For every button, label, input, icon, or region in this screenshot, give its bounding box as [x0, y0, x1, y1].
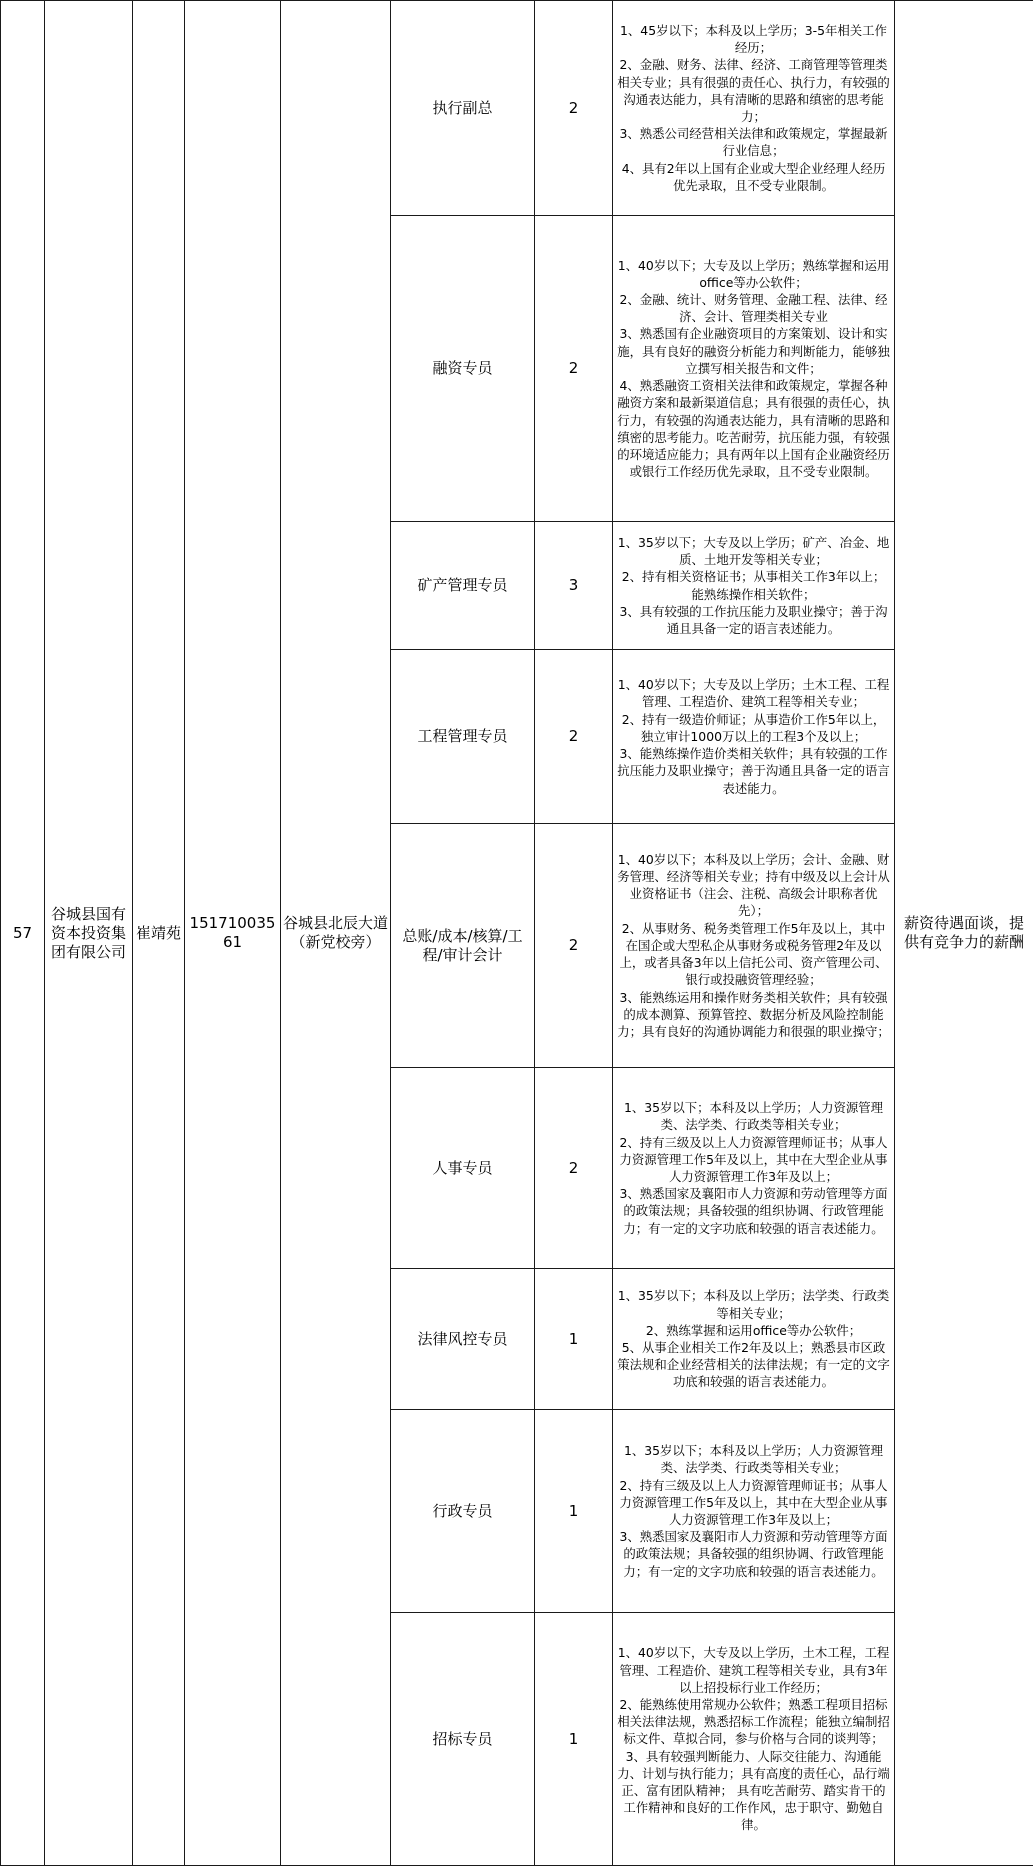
requirement-item: 3、熟悉国有企业融资项目的方案策划、设计和实施，具有良好的融资分析能力和判断能力，能够独立撰写相关报告和文件；	[616, 325, 891, 377]
position-count: 1	[535, 1269, 613, 1410]
requirement-item: 2、持有三级及以上人力资源管理师证书；从事人力资源管理工作5年及以上，其中在大型企业从事人力资源管理工作3年及以上；	[616, 1477, 891, 1529]
requirement-item: 1、40岁以下，大专及以上学历，土木工程，工程管理、工程造价、建筑工程等相关专业，具有3年以上招投标行业工作经历；	[616, 1644, 891, 1696]
requirement-item: 1、35岁以下；本科及以上学历；人力资源管理类、法学类、行政类等相关专业；	[616, 1099, 891, 1133]
requirement-item: 1、35岁以下；大专及以上学历；矿产、冶金、地质、土地开发等相关专业；	[616, 534, 891, 568]
requirement-item: 3、熟悉国家及襄阳市人力资源和劳动管理等方面的政策法规；具备较强的组织协调、行政管理能力；有一定的文字功底和较强的语言表述能力。	[616, 1185, 891, 1237]
position-row	[1, 1, 1033, 216]
requirement-item: 1、35岁以下；本科及以上学历；人力资源管理类、法学类、行政类等相关专业；	[616, 1442, 891, 1476]
requirement-item: 3、具有较强判断能力、人际交往能力、沟通能力、计划与执行能力；具有高度的责任心，品行端正、富有团队精神； 具有吃苦耐劳、踏实肯干的工作精神和良好的工作作风，忠于职守、勤勉自律。	[616, 1748, 891, 1834]
contact-phone: 15171003561	[185, 1, 281, 1866]
position-title: 执行副总	[391, 1, 535, 216]
requirement-item: 4、熟悉融资工资相关法律和政策规定，掌握各种融资方案和最新渠道信息；具有很强的责任心，执行力，有较强的沟通表达能力，具有清晰的思路和缜密的思考能力。吃苦耐劳，抗压能力强，有较强的环境适应能力；具有两年以上国有企业融资经历或银行工作经历优先录取，且不受专业限制。	[616, 377, 891, 480]
requirement-item: 2、持有相关资格证书；从事相关工作3年以上；能熟练操作相关软件；	[616, 568, 891, 602]
requirement-item: 2、从事财务、税务类管理工作5年及以上，其中在国企或大型私企从事财务或税务管理2年及以上，或者具备3年以上信托公司、资产管理公司、银行或投融资管理经验；	[616, 920, 891, 989]
requirement-item: 4、具有2年以上国有企业或大型企业经理人经历优先录取，且不受专业限制。	[616, 160, 891, 194]
requirement-item: 3、能熟练操作造价类相关软件；具有较强的工作抗压能力及职业操守；善于沟通且具备一定的语言表述能力。	[616, 745, 891, 797]
requirement-item: 3、熟悉公司经营相关法律和政策规定，掌握最新行业信息；	[616, 125, 891, 159]
position-title: 矿产管理专员	[391, 522, 535, 650]
requirement-item: 1、40岁以下；大专及以上学历；土木工程、工程管理、工程造价、建筑工程等相关专业；	[616, 676, 891, 710]
position-count: 3	[535, 522, 613, 650]
position-title: 融资专员	[391, 216, 535, 522]
position-count: 2	[535, 216, 613, 522]
position-requirements	[613, 1068, 895, 1269]
position-requirements	[613, 1410, 895, 1613]
requirement-item: 3、能熟练运用和操作财务类相关软件；具有较强的成本测算、预算管控、数据分析及风险控制能力；具有良好的沟通协调能力和很强的职业操守；	[616, 989, 891, 1041]
position-requirements	[613, 650, 895, 824]
requirement-item: 2、金融、统计、财务管理、金融工程、法律、经济、会计、管理类相关专业	[616, 291, 891, 325]
requirement-item: 3、熟悉国家及襄阳市人力资源和劳动管理等方面的政策法规；具备较强的组织协调、行政管理能力；有一定的文字功底和较强的语言表述能力。	[616, 1528, 891, 1580]
company-name: 谷城县国有资本投资集团有限公司	[45, 1, 133, 1866]
requirement-item: 2、金融、财务、法律、经济、工商管理等管理类相关专业；具有很强的责任心、执行力，有较强的沟通表达能力，具有清晰的思路和缜密的思考能力；	[616, 56, 891, 125]
contact-person: 崔靖苑	[133, 1, 185, 1866]
requirement-item: 1、40岁以下；本科及以上学历；会计、金融、财务管理、经济等相关专业；持有中级及以上会计从业资格证书（注会、注税、高级会计职称者优先）；	[616, 851, 891, 920]
requirement-item: 1、45岁以下；本科及以上学历；3-5年相关工作经历；	[616, 22, 891, 56]
position-requirements	[613, 1, 895, 216]
position-title: 人事专员	[391, 1068, 535, 1269]
requirement-item: 2、持有一级造价师证；从事造价工作5年以上，独立审计1000万以上的工程3个及以上；	[616, 711, 891, 745]
position-requirements	[613, 522, 895, 650]
record-index: 57	[1, 1, 45, 1866]
requirement-item: 2、能熟练使用常规办公软件；熟悉工程项目招标相关法律法规，熟悉招标工作流程；能独立编制招标文件、草拟合同，参与价格与合同的谈判等；	[616, 1696, 891, 1748]
position-count: 2	[535, 650, 613, 824]
requirement-item: 5、从事企业相关工作2年及以上；熟悉县市区政策法规和企业经营相关的法律法规；有一定的文字功底和较强的语言表述能力。	[616, 1339, 891, 1391]
requirement-item: 1、40岁以下；大专及以上学历；熟练掌握和运用office等办公软件；	[616, 257, 891, 291]
position-count: 1	[535, 1613, 613, 1866]
position-title: 行政专员	[391, 1410, 535, 1613]
requirement-item: 2、持有三级及以上人力资源管理师证书；从事人力资源管理工作5年及以上，其中在大型企业从事人力资源管理工作3年及以上；	[616, 1134, 891, 1186]
position-count: 1	[535, 1410, 613, 1613]
position-requirements	[613, 1613, 895, 1866]
position-count: 2	[535, 1068, 613, 1269]
requirement-item: 3、具有较强的工作抗压能力及职业操守；善于沟通且具备一定的语言表述能力。	[616, 603, 891, 637]
position-count: 2	[535, 1, 613, 216]
position-count: 2	[535, 824, 613, 1068]
work-address: 谷城县北辰大道（新党校旁）	[281, 1, 391, 1866]
position-title: 招标专员	[391, 1613, 535, 1866]
position-title: 总账/成本/核算/工程/审计会计	[391, 824, 535, 1068]
position-requirements	[613, 216, 895, 522]
requirement-item: 2、熟练掌握和运用office等办公软件；	[616, 1322, 891, 1339]
position-requirements	[613, 1269, 895, 1410]
position-title: 法律风控专员	[391, 1269, 535, 1410]
salary-benefits: 薪资待遇面谈，提供有竞争力的薪酬	[895, 1, 1033, 1866]
position-title: 工程管理专员	[391, 650, 535, 824]
requirement-item: 1、35岁以下；本科及以上学历；法学类、行政类等相关专业；	[616, 1287, 891, 1321]
position-requirements	[613, 824, 895, 1068]
